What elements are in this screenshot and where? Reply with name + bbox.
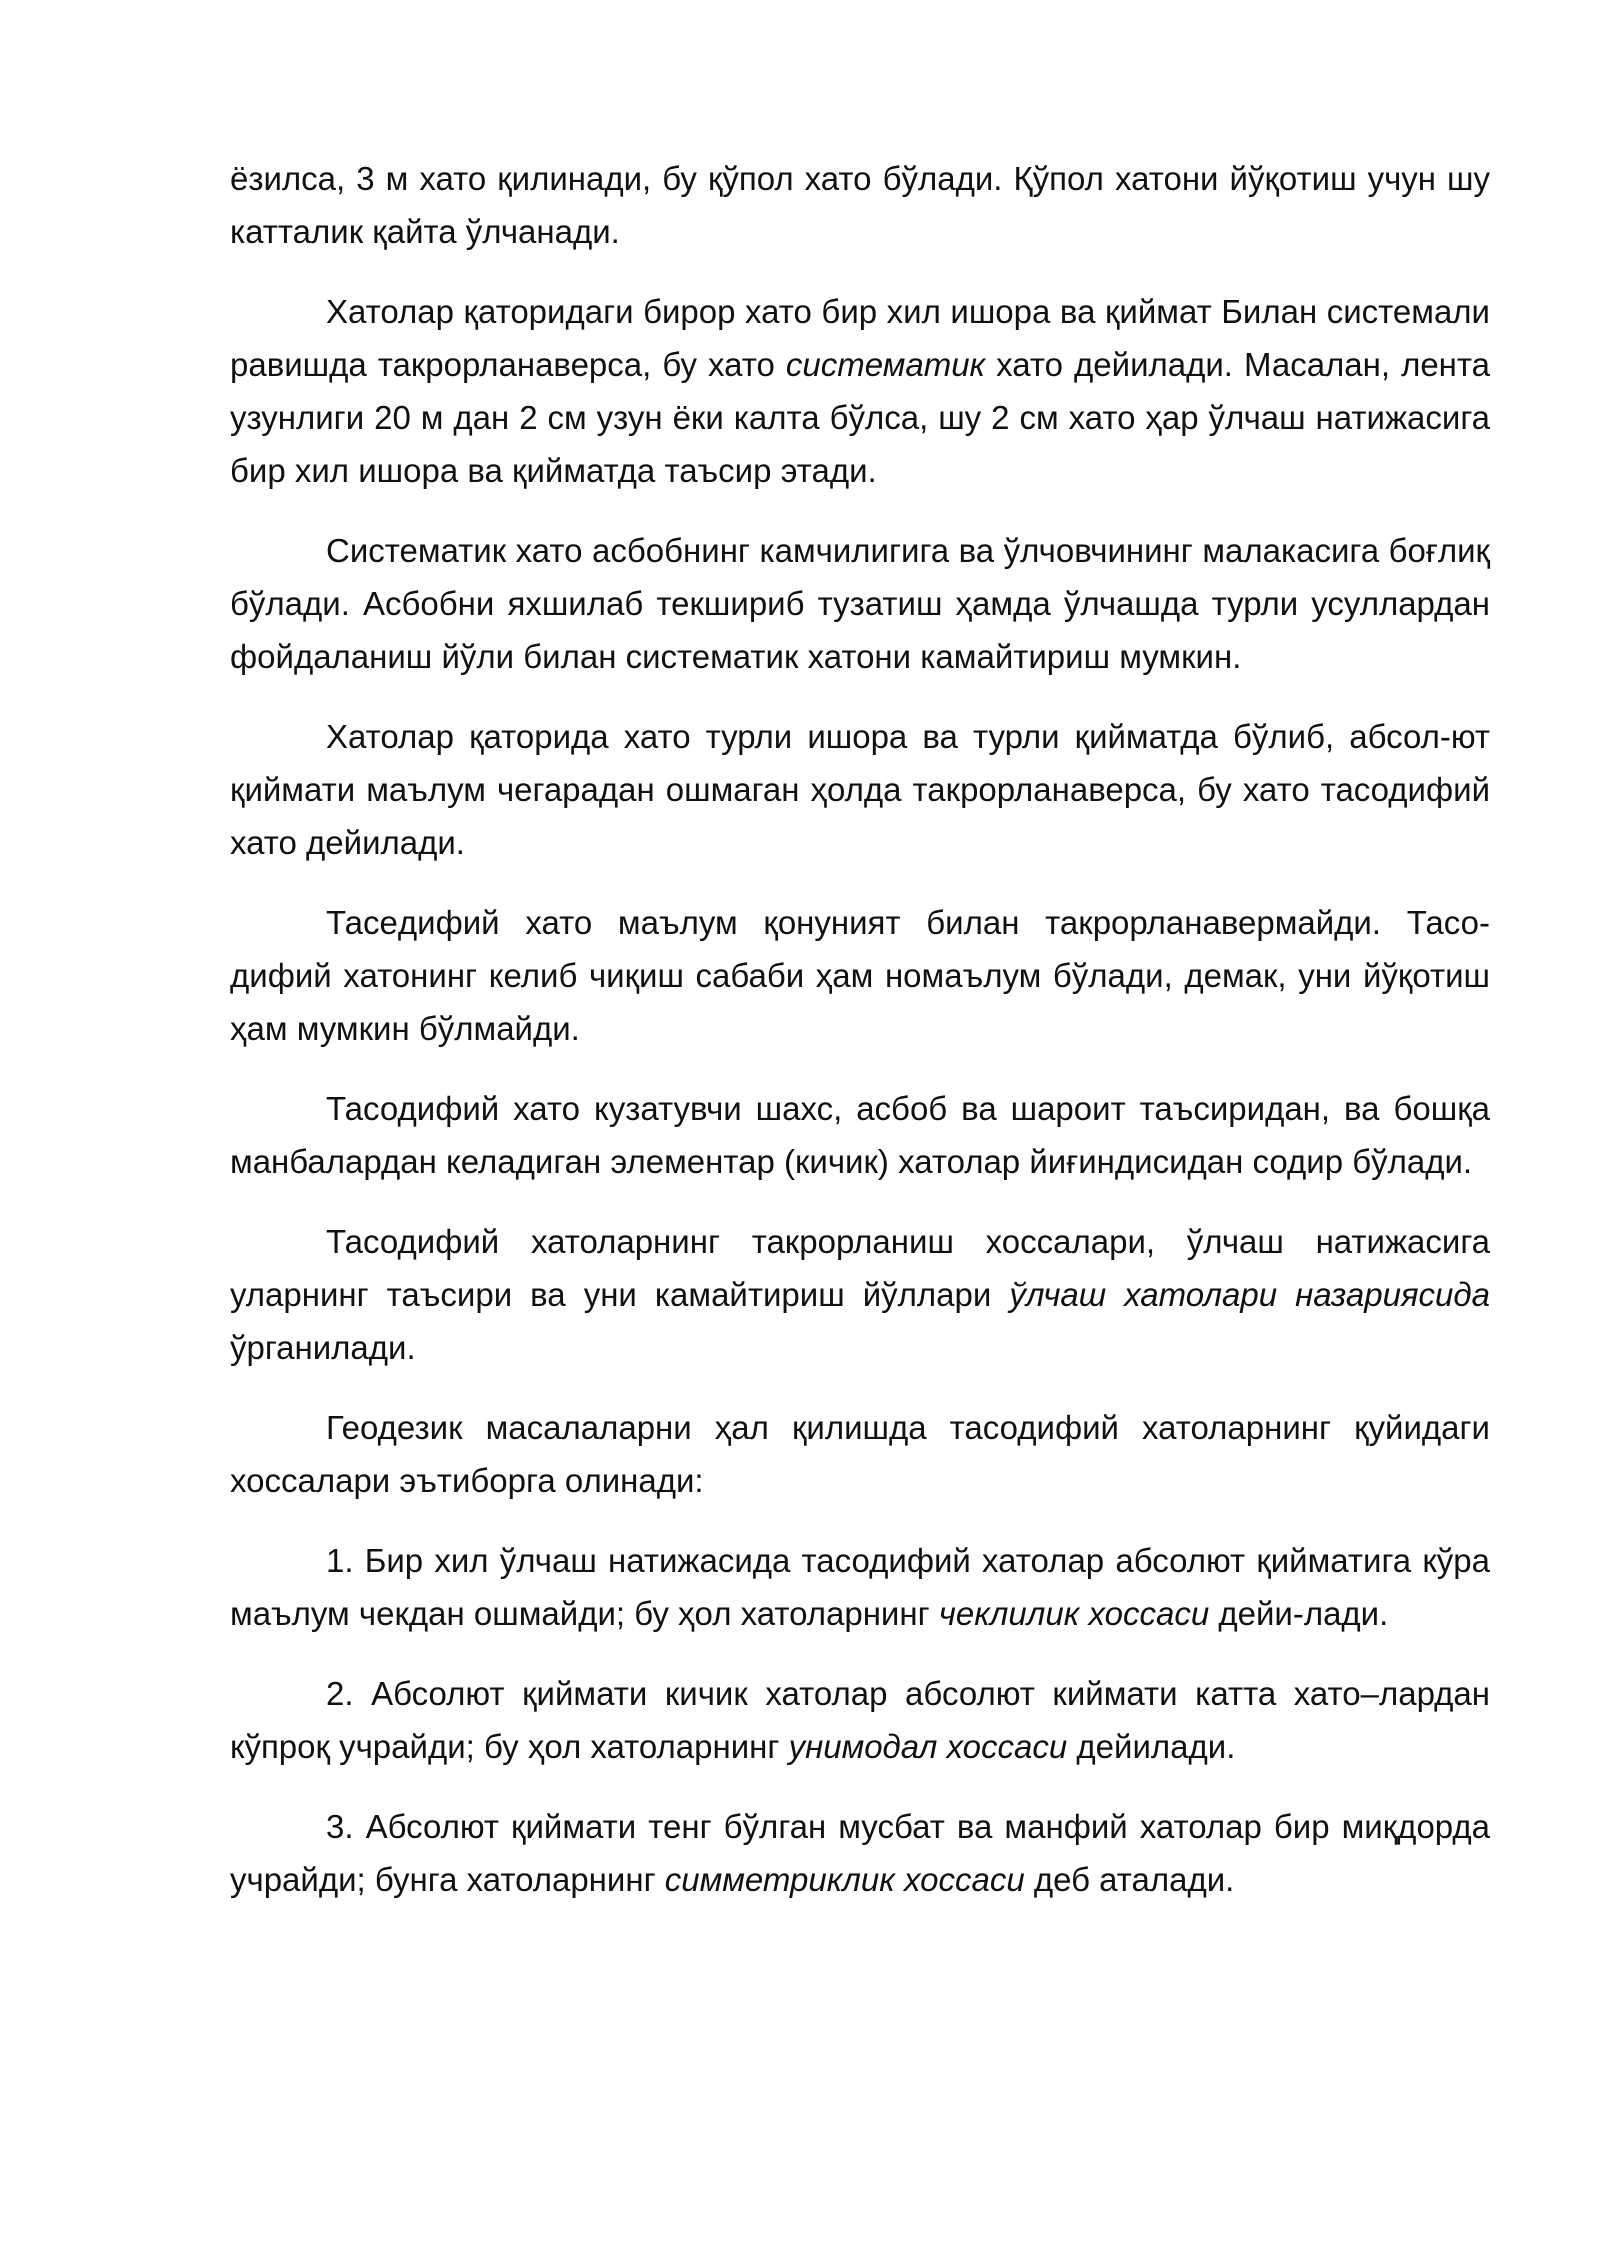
text-segment: ёзилса, 3 м хато қилинади, бу қўпол хато бўлади. Қўпол хатони йўқотиш учун шу катталик қайта ўлчанади. — [230, 160, 1490, 250]
text-segment: ўрганилади. — [230, 1329, 416, 1366]
text-segment: Тасeдифий хато маълум қонуният билан такрорланавермайди. Тасо-дифий хатонинг келиб чиқиш сабаби ҳам номаълум бўлади, демак, уни йўқотиш ҳам мумкин бўлмайди. — [230, 904, 1490, 1047]
italic-term: симметриклик хоссаси — [664, 1861, 1025, 1898]
italic-term: систематик — [785, 346, 986, 383]
text-segment: Тасодифий хатоларнинг такрорланиш хоссалари, ўлчаш натижасига уларнинг таъсири ва уни камайтириш йўллари — [230, 1223, 1490, 1313]
italic-term: унимодал хоссаси — [788, 1728, 1068, 1765]
paragraph — [230, 152, 1490, 258]
paragraph — [230, 1082, 1490, 1188]
paragraph — [230, 524, 1490, 683]
text-segment: 2. Абсолют қиймати кичик хатолар абсолют киймати катта хато–лардан кўпроқ учрайди; бу ҳол хатоларнинг — [230, 1675, 1490, 1765]
text-segment: Тасодифий хато кузатувчи шахс, асбоб ва шароит таъсиридан, ва бошқа манбалардан келадиган элементар (кичик) хатолар йиғиндисидан содир бўлади. — [230, 1090, 1490, 1180]
paragraph — [230, 1800, 1490, 1906]
text-segment: дейи-лади. — [1209, 1595, 1389, 1632]
text-segment: деб аталади. — [1024, 1861, 1235, 1898]
paragraph — [230, 285, 1490, 497]
paragraph — [230, 1667, 1490, 1773]
text-segment: дейилади. — [1067, 1728, 1236, 1765]
text-segment: Хатолар қаторидаги бирор хато бир хил ишора ва қиймат Билан системали равишда такрорланаверса, бу хато — [230, 293, 1490, 383]
italic-term: чеклилик хоссаси — [938, 1595, 1210, 1632]
italic-term: ўлчаш хатолари назариясида — [1009, 1276, 1490, 1313]
paragraph — [230, 1534, 1490, 1640]
paragraph — [230, 896, 1490, 1055]
text-segment: хато дейилади. Масалан, лента узунлиги 20 м дан 2 см узун ёки калта бўлса, шу 2 см хато ҳар ўлчаш натижасига бир хил ишора ва қийматда таъсир этади. — [230, 346, 1491, 489]
document-body — [230, 152, 1490, 1906]
text-segment: Хатолар қаторида хато турли ишора ва турли қийматда бўлиб, абсол-ют қиймати маълум чегарадан ошмаган ҳолда такрорланаверса, бу хато тасодифий хато дейилади. — [230, 718, 1490, 861]
text-segment: Систематик хато асбобнинг камчилигига ва ўлчовчининг малакасига боғлиқ бўлади. Асбобни яхшилаб текшириб тузатиш ҳамда ўлчашда турли усуллардан фойдаланиш йўли билан систематик хатони камайтириш мумкин. — [230, 532, 1490, 675]
paragraph — [230, 1401, 1490, 1507]
text-segment: Геодезик масалаларни ҳал қилишда тасодифий хатоларнинг қуйидаги хоссалари эътиборга олинади: — [230, 1409, 1490, 1499]
text-segment: 1. Бир хил ўлчаш натижасида тасодифий хатолар абсолют қийматига кўра маълум чекдан ошмайди; бу ҳол хатоларнинг — [230, 1542, 1490, 1632]
paragraph — [230, 710, 1490, 869]
text-segment: 3. Абсолют қиймати тенг бўлган мусбат ва манфий хатолар бир миқдорда учрайди; бунга хатоларнинг — [230, 1808, 1490, 1898]
paragraph — [230, 1215, 1490, 1374]
